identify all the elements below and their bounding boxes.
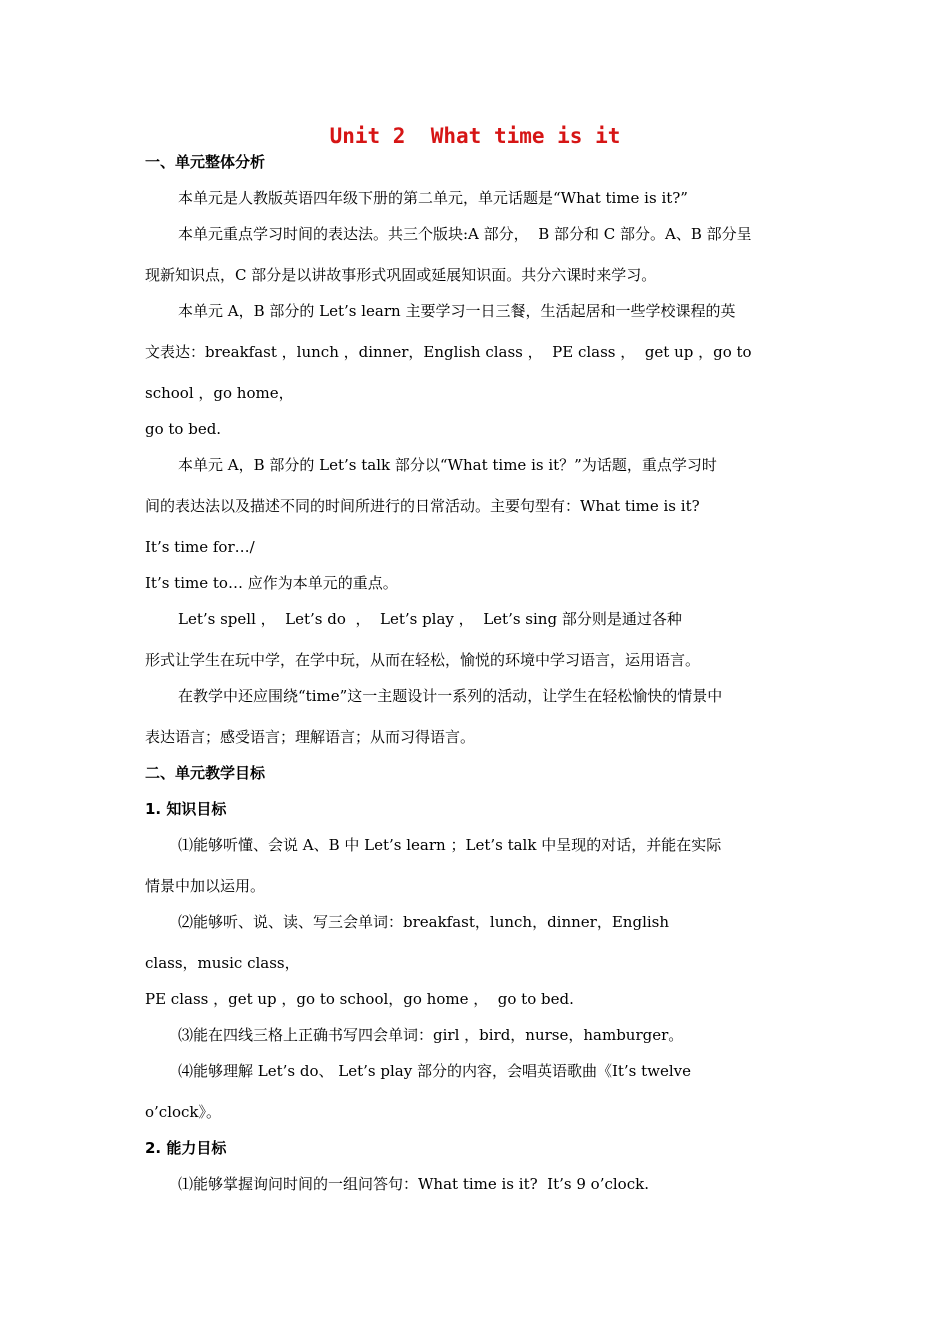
paragraph-line: 现新知识点，C 部分是以讲故事形式巩固或延展知识面。共分六课时来学习。	[145, 266, 657, 284]
subsection-heading-knowledge: 1. 知识目标	[145, 800, 227, 818]
paragraph-line: 间的表达法以及描述不同的时间所进行的日常活动。主要句型有：What time is it?	[145, 497, 700, 515]
paragraph-line: 表达语言；感受语言；理解语言；从而习得语言。	[145, 728, 476, 746]
paragraph-line: 文表达：breakfast ，lunch ，dinner，English class ， PE class ， get up ，go to	[145, 343, 752, 361]
paragraph-line: go to bed.	[145, 420, 222, 438]
paragraph-line: 本单元重点学习时间的表达法。共三个版块:A 部分， B 部分和 C 部分。A、B 部分呈	[178, 225, 752, 243]
paragraph-line: 本单元 A，B 部分的 Let’s learn 主要学习一日三餐，生活起居和一些学校课程的英	[178, 302, 736, 320]
paragraph-line: ⑷能够理解 Let’s do、 Let’s play 部分的内容，会唱英语歌曲《It’s twelve	[178, 1062, 692, 1080]
paragraph-line: ⑴能够掌握询问时间的一组问答句：What time is it? It’s 9 o’clock.	[178, 1175, 649, 1193]
paragraph-line: PE class ，get up ，go to school，go home ， go to bed.	[145, 990, 574, 1008]
paragraph-line: 情景中加以运用。	[145, 877, 266, 895]
paragraph-line: 本单元是人教版英语四年级下册的第二单元，单元话题是“What time is it?”	[178, 189, 688, 207]
paragraph-line: 在教学中还应围绕“time”这一主题设计一系列的活动，让学生在轻松愉快的情景中	[178, 687, 723, 705]
paragraph-line: school ，go home，	[145, 384, 294, 402]
section-heading-2: 二、单元教学目标	[145, 764, 266, 782]
paragraph-line: 本单元 A，B 部分的 Let’s talk 部分以“What time is it？”为话题，重点学习时	[178, 456, 717, 474]
document-title: Unit 2 What time is it	[329, 124, 621, 148]
paragraph-line: 形式让学生在玩中学，在学中玩，从而在轻松，愉悦的环境中学习语言，运用语言。	[145, 651, 701, 669]
paragraph-line: ⑶能在四线三格上正确书写四会单词：girl ，bird，nurse，hamburger。	[178, 1026, 684, 1044]
paragraph-line: o’clock》。	[145, 1103, 222, 1121]
subsection-heading-ability: 2. 能力目标	[145, 1139, 227, 1157]
paragraph-line: ⑴能够听懂、会说 A、B 中 Let’s learn ；Let’s talk 中呈现的对话，并能在实际	[178, 836, 722, 854]
section-heading-1: 一、单元整体分析	[145, 153, 266, 171]
paragraph-line: Let’s spell ， Let’s do ， Let’s play ， Let’s sing 部分则是通过各种	[178, 610, 682, 628]
paragraph-line: class，music class，	[145, 954, 300, 972]
paragraph-line: It’s time to… 应作为本单元的重点。	[145, 574, 398, 592]
paragraph-line: It’s time for…/	[145, 538, 255, 556]
paragraph-line: ⑵能够听、说、读、写三会单词：breakfast，lunch，dinner，English	[178, 913, 670, 931]
